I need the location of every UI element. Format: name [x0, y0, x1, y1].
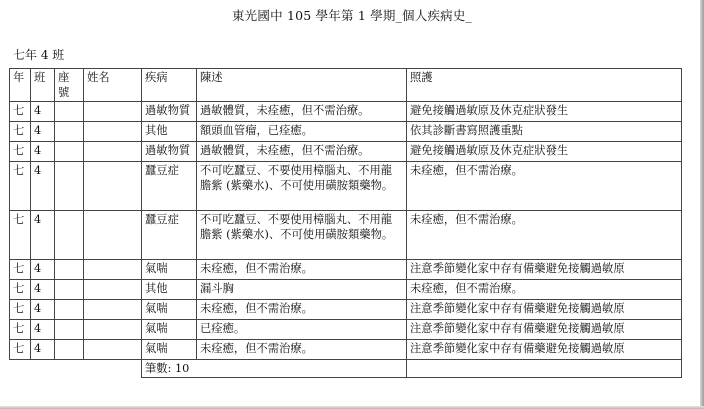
statement-cell: 未痊癒，但不需治療。 — [197, 260, 407, 280]
count-row-care-cell — [407, 360, 682, 378]
count-row-spacer — [10, 360, 142, 378]
statement-cell: 未痊癒，但不需治療。 — [197, 340, 407, 360]
table-row — [10, 340, 682, 360]
header-class: 班 — [31, 69, 55, 102]
seat-cell — [55, 280, 84, 300]
year-cell: 七 — [10, 142, 31, 162]
class-cell: 4 — [31, 102, 55, 122]
record-count: 筆數: 10 — [142, 360, 407, 378]
header-year: 年 — [10, 69, 31, 102]
header-name: 姓名 — [84, 69, 142, 102]
statement-cell: 過敏體質，未痊癒，但不需治療。 — [197, 102, 407, 122]
name-cell — [84, 300, 142, 320]
name-cell — [84, 102, 142, 122]
year-cell: 七 — [10, 300, 31, 320]
table-row — [10, 280, 682, 300]
table-row — [10, 211, 682, 260]
name-cell — [84, 280, 142, 300]
document-title: 東光國中 105 學年第 1 學期_個人疾病史_ — [231, 8, 472, 23]
name-cell — [84, 340, 142, 360]
care-cell: 未痊癒，但不需治療。 — [407, 280, 682, 300]
seat-cell — [55, 102, 84, 122]
seat-cell — [55, 300, 84, 320]
seat-cell — [55, 122, 84, 142]
class-label: 七年 4 班 — [13, 48, 65, 62]
class-cell: 4 — [31, 142, 55, 162]
class-cell: 4 — [31, 122, 55, 142]
seat-cell — [55, 142, 84, 162]
statement-cell: 未痊癒，但不需治療。 — [197, 300, 407, 320]
table-row — [10, 300, 682, 320]
name-cell — [84, 211, 142, 260]
table-body — [10, 102, 682, 360]
year-cell: 七 — [10, 162, 31, 211]
class-cell: 4 — [31, 260, 55, 280]
name-cell — [84, 320, 142, 340]
care-cell: 依其診斷書寫照護重點 — [407, 122, 682, 142]
table-row — [10, 122, 682, 142]
disease-cell: 氣喘 — [142, 300, 197, 320]
disease-cell: 氣喘 — [142, 340, 197, 360]
table-row — [10, 102, 682, 122]
header-disease: 疾病 — [142, 69, 197, 102]
year-cell: 七 — [10, 102, 31, 122]
year-cell: 七 — [10, 320, 31, 340]
class-cell: 4 — [31, 340, 55, 360]
statement-cell: 不可吃蠶豆、不要使用樟腦丸、不用龍膽紫 (紫藥水)、不可使用磺胺類藥物。 — [197, 211, 407, 260]
seat-cell — [55, 162, 84, 211]
table-row — [10, 162, 682, 211]
table-header-row — [10, 69, 682, 102]
name-cell — [84, 142, 142, 162]
statement-cell: 已痊癒。 — [197, 320, 407, 340]
year-cell: 七 — [10, 211, 31, 260]
table-row — [10, 260, 682, 280]
care-cell: 注意季節變化家中存有備藥避免接觸過敏原 — [407, 260, 682, 280]
care-cell: 注意季節變化家中存有備藥避免接觸過敏原 — [407, 300, 682, 320]
year-cell: 七 — [10, 340, 31, 360]
disease-cell: 氣喘 — [142, 320, 197, 340]
disease-cell: 過敏物質 — [142, 102, 197, 122]
header-seat: 座號 — [55, 69, 84, 102]
seat-cell — [55, 340, 84, 360]
disease-cell: 蠶豆症 — [142, 211, 197, 260]
disease-cell: 過敏物質 — [142, 142, 197, 162]
scan-shadow-edge — [700, 0, 704, 409]
disease-cell: 氣喘 — [142, 260, 197, 280]
seat-cell — [55, 320, 84, 340]
care-cell: 未痊癒，但不需治療。 — [407, 211, 682, 260]
seat-cell — [55, 260, 84, 280]
year-cell: 七 — [10, 260, 31, 280]
table-row — [10, 320, 682, 340]
class-cell: 4 — [31, 211, 55, 260]
statement-cell: 過敏體質，未痊癒，但不需治療。 — [197, 142, 407, 162]
year-cell: 七 — [10, 280, 31, 300]
class-cell: 4 — [31, 300, 55, 320]
care-cell: 避免接觸過敏原及休克症狀發生 — [407, 142, 682, 162]
name-cell — [84, 260, 142, 280]
disease-cell: 蠶豆症 — [142, 162, 197, 211]
name-cell — [84, 162, 142, 211]
year-cell: 七 — [10, 122, 31, 142]
seat-cell — [55, 211, 84, 260]
table-row — [10, 142, 682, 162]
class-cell: 4 — [31, 162, 55, 211]
statement-cell: 不可吃蠶豆、不要使用樟腦丸、不用龍膽紫 (紫藥水)、不可使用磺胺類藥物。 — [197, 162, 407, 211]
statement-cell: 額頭血管瘤，已痊癒。 — [197, 122, 407, 142]
care-cell: 注意季節變化家中存有備藥避免接觸過敏原 — [407, 320, 682, 340]
disease-cell: 其他 — [142, 280, 197, 300]
name-cell — [84, 122, 142, 142]
disease-cell: 其他 — [142, 122, 197, 142]
statement-cell: 漏斗胸 — [197, 280, 407, 300]
care-cell: 注意季節變化家中存有備藥避免接觸過敏原 — [407, 340, 682, 360]
care-cell: 未痊癒，但不需治療。 — [407, 162, 682, 211]
count-row — [10, 360, 682, 378]
disease-history-table — [9, 68, 682, 378]
header-care: 照護 — [407, 69, 682, 102]
class-cell: 4 — [31, 320, 55, 340]
header-statement: 陳述 — [197, 69, 407, 102]
care-cell: 避免接觸過敏原及休克症狀發生 — [407, 102, 682, 122]
class-cell: 4 — [31, 280, 55, 300]
